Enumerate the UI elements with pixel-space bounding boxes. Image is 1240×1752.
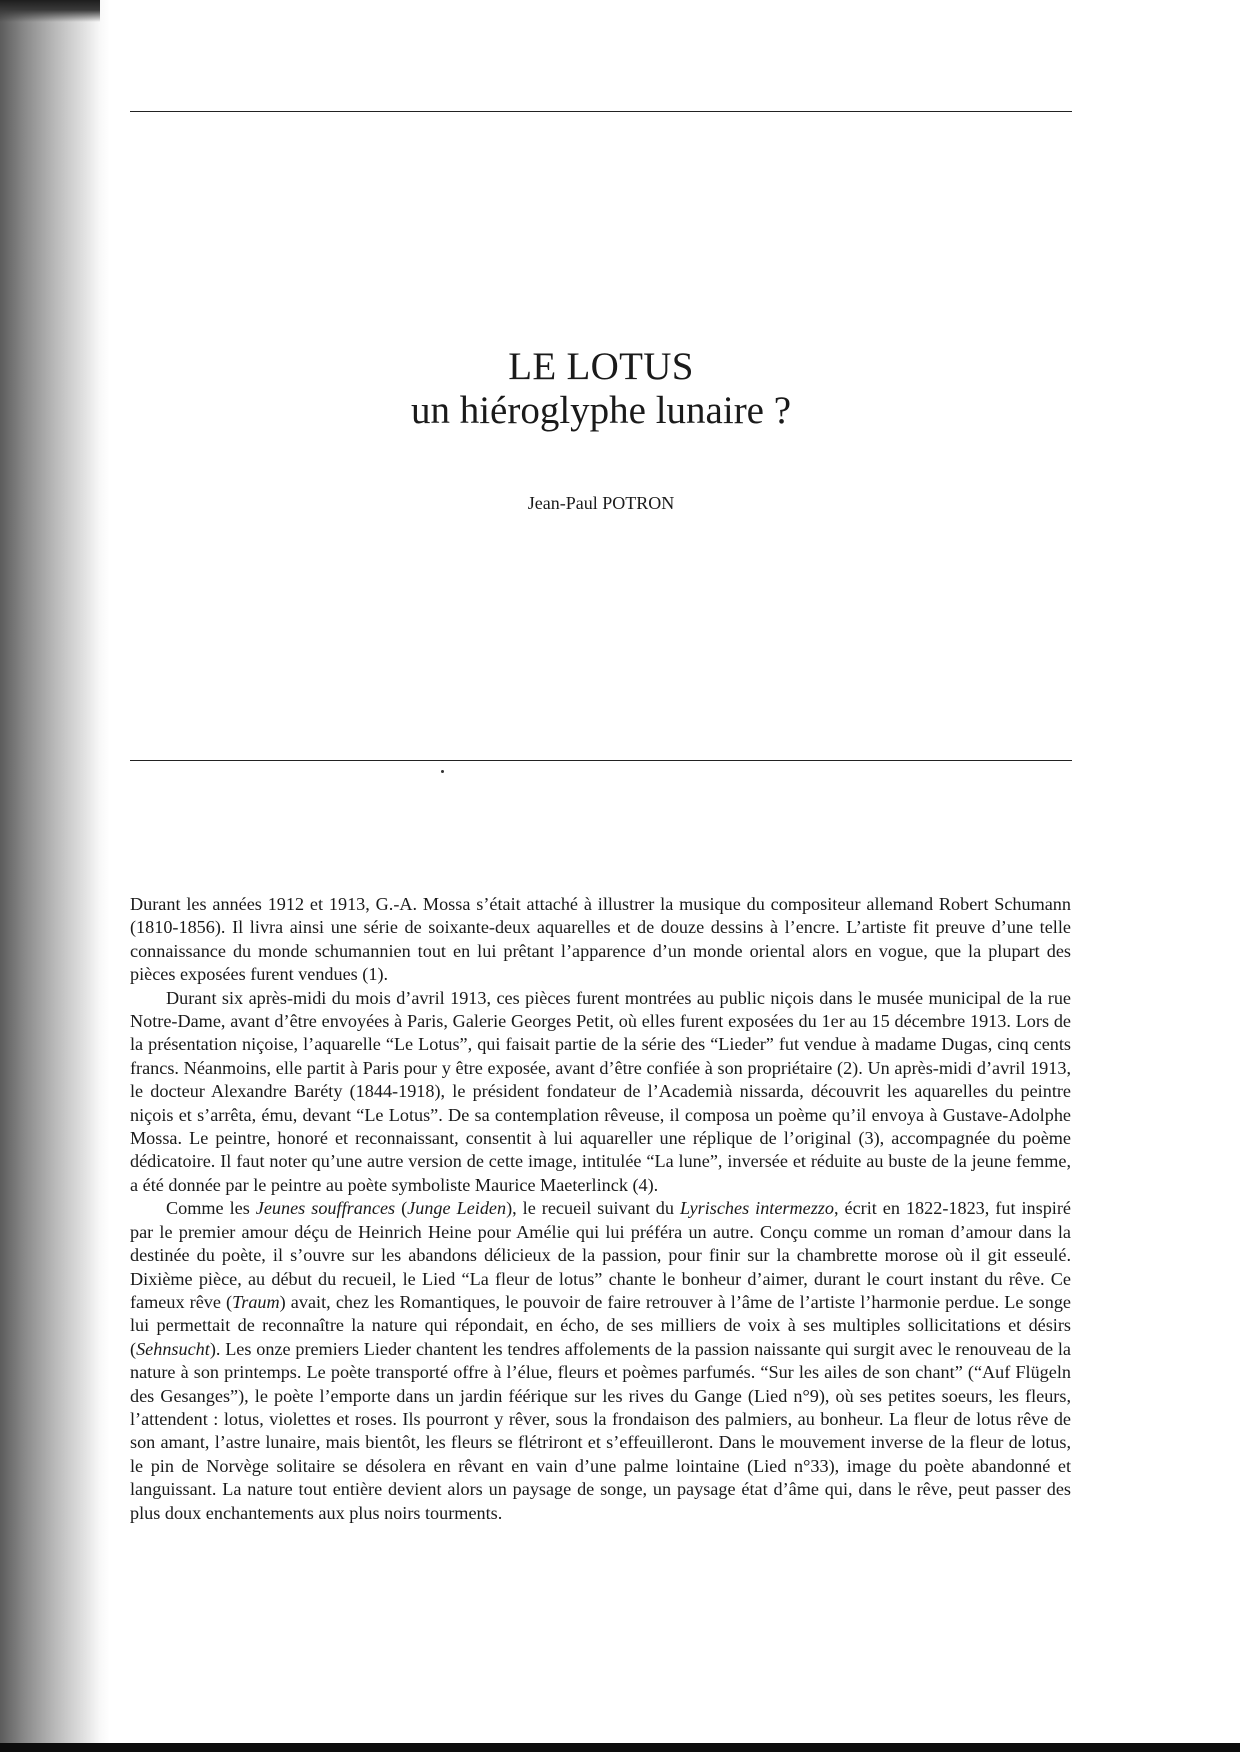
text-run: ( [395, 1198, 408, 1219]
stray-mark [441, 770, 444, 773]
paragraph [130, 987, 1071, 1198]
bottom-rule [130, 760, 1072, 761]
author-name: Jean-Paul POTRON [527, 493, 675, 513]
title-block [130, 345, 1072, 433]
top-rule [130, 111, 1072, 112]
text-run: Comme les [166, 1198, 256, 1219]
italic-title: Traum [232, 1291, 280, 1312]
text-run: Durant six après-midi du mois d’avril 1913, ces pièces furent montrées au public niçois dans le musée municipal de la rue Notre-Dame, avant d’être envoyées à Paris, Galerie Georges Petit, où elles furent exposées du 1er au 15 décembre 1913. Lors de la présentation niçoise, l’aquarelle “Le Lotus”, qui faisait partie de la série des “Lieder” fut vendue à madame Dugas, cinq cents francs. Néanmoins, elle partit à Paris pour y être exposée, avant d’être confiée à son propriétaire (2). Un après-midi d’avril 1913, le docteur Alexandre Baréty (1844-1918), le président fondateur de l’Academià nissarda, découvrit les aquarelles du peintre niçois et s’arrêta, ému, devant “Le Lotus”. De sa contemplation rêveuse, il composa un poème qu’il envoya à Gustave-Adolphe Mossa. Le peintre, honoré et reconnaissant, consentit à lui aquareller une réplique de l’original (3), accompagnée du poème dédicatoire. Il faut noter qu’une autre version de cette image, intitulée “La lune”, inversée et réduite au buste de la jeune femme, a été donnée par le peintre au poète symboliste Maurice Maeterlinck (4). [130, 987, 1071, 1195]
italic-title: Junge Leiden [407, 1198, 507, 1219]
text-run: ), le recueil suivant du [506, 1198, 680, 1219]
page-bottom-edge [0, 1743, 1240, 1752]
text-run: ). Les onze premiers Lieder chantent les tendres affolements de la passion naissante qui surgit avec le renouveau de la nature à son printemps. Le poète transporté offre à l’élue, fleurs et poèmes parfumés. “Sur les ailes de son chant” (“Auf Flügeln des Gesanges”), le poète l’emporte dans un jardin féérique sur les rives du Gange (Lied n°9), où ses petites soeurs, les fleurs, l’attendent : lotus, violettes et roses. Ils pourront y rêver, sous la frondaison des palmiers, au bonheur. La fleur de lotus rêve de son amant, l’astre lunaire, mais bientôt, les fleurs se flétriront et s’effeuilleront. Dans le mouvement inverse de la fleur de lotus, le pin de Norvège solitaire se désolera en rêvant en vain d’une palme lointaine (Lied n°33), image du poète abandonné et languissant. La nature tout entière devient alors un paysage de songe, un paysage état d’âme qui, dans le rêve, peut passer des plus doux enchantements aux plus noirs tourments. [130, 1338, 1071, 1523]
text-run: Durant les années 1912 et 1913, G.-A. Mossa s’était attaché à illustrer la musique du compositeur allemand Robert Schumann (1810-1856). Il livra ainsi une série de soixante-deux aquarelles et de douze dessins à l’encre. L’artiste fit preuve d’une telle connaissance du monde schumannien tout en lui prêtant l’apparence d’un monde oriental alors en vogue, que la plupart des pièces exposées furent vendues (1). [130, 894, 1071, 985]
article-subtitle: un hiéroglyphe lunaire ? [410, 389, 792, 432]
italic-title: Lyrisches intermezzo [679, 1198, 834, 1219]
italic-title: Jeunes souffrances [255, 1198, 396, 1219]
book-gutter-shadow [0, 0, 110, 1752]
italic-title: Sehnsucht [136, 1338, 210, 1359]
article-title: LE LOTUS [508, 345, 694, 388]
page-corner-shadow [0, 0, 100, 22]
paragraph [130, 893, 1071, 987]
paragraph [130, 1197, 1071, 1525]
article-body [130, 893, 1071, 1525]
text-run: ) avait, chez les Romantiques, le pouvoir de faire retrouver à l’âme de l’artiste l’harmonie perdue. Le songe lui permettait de reconnaître la nature qui répondait, en écho, de ses milliers de voix à ses multiples sollicitations et désirs ( [130, 1291, 1072, 1359]
text-run: , écrit en 1822-1823, fut inspiré par le premier amour déçu de Heinrich Heine pour Amélie qui lui préféra un autre. Conçu comme un roman d’amour dans la destinée du poète, il s’ouvre sur les abandons délicieux de la passion, pour finir sur la chambrette morose où il git esseulé. Dixième pièce, au début du recueil, le Lied “La fleur de lotus” chante le bonheur d’aimer, durant le court instant du rêve. Ce fameux rêve ( [130, 1198, 1071, 1312]
